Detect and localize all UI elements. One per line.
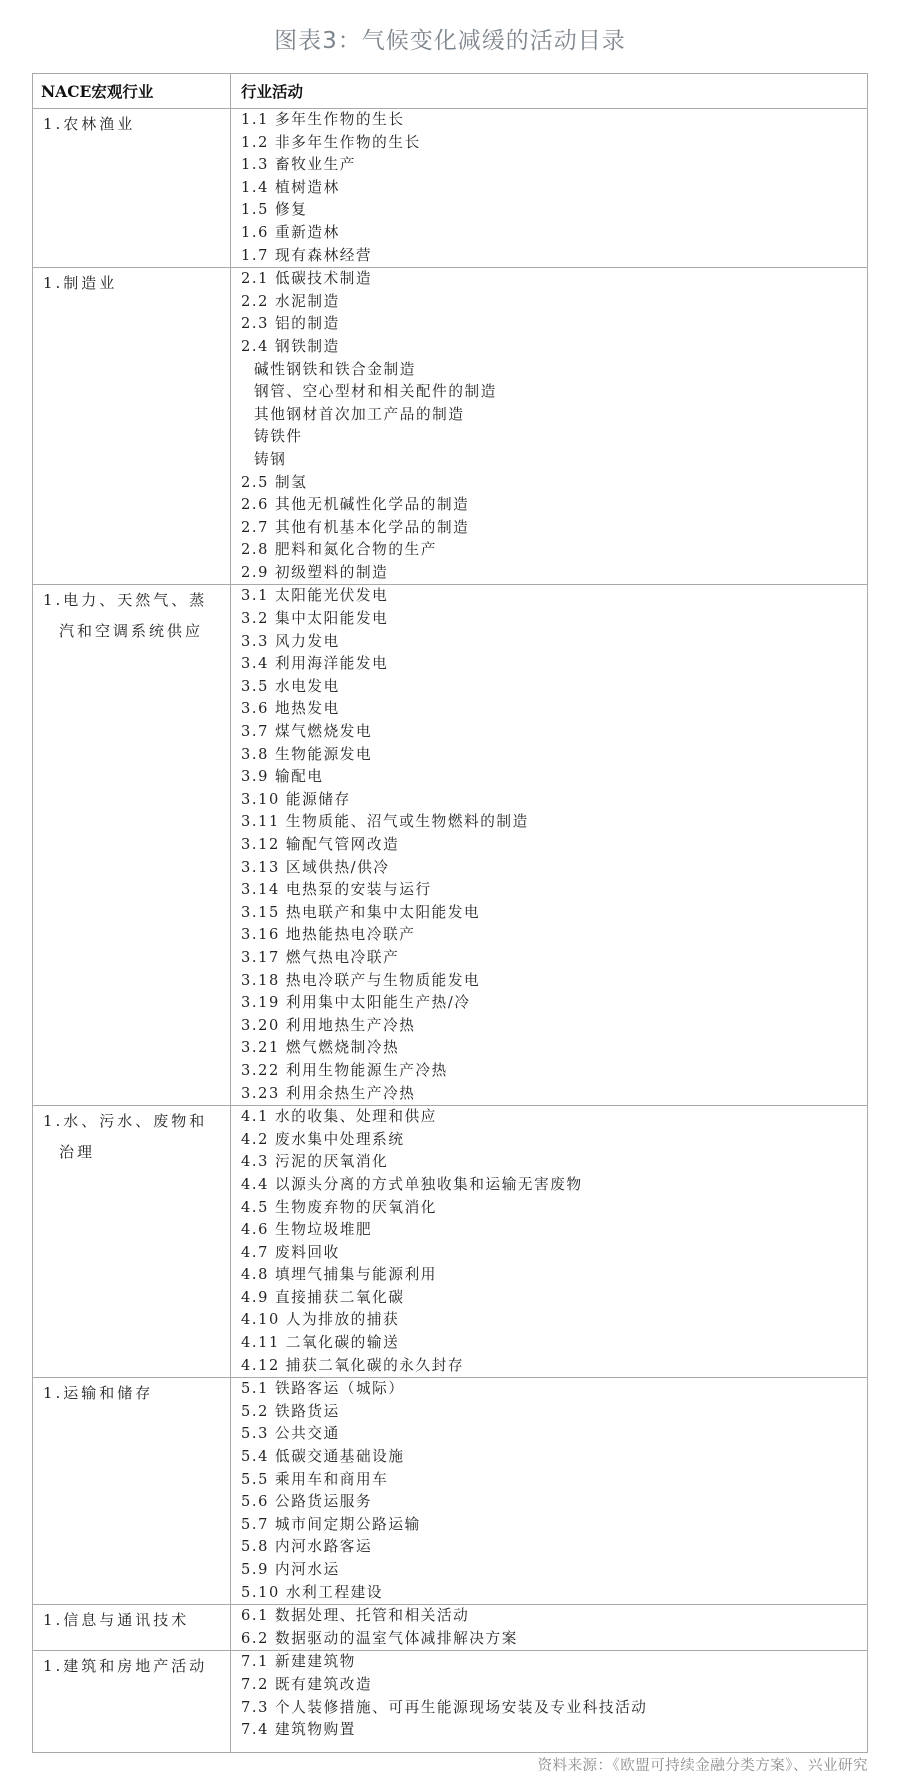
activity-label: 太阳能光伏发电 (275, 587, 389, 605)
activity-item (241, 676, 863, 699)
activities-cell (231, 1651, 868, 1752)
activity-item (241, 992, 863, 1015)
activity-code: 1.2 (241, 133, 270, 151)
activity-code: 3.20 (241, 1016, 280, 1034)
table-row (33, 1378, 868, 1605)
activity-label: 数据处理、托管和相关活动 (275, 1607, 470, 1625)
activity-code: 5.7 (241, 1515, 270, 1533)
activities-cell (231, 1378, 868, 1605)
activity-label: 个人装修措施、可再生能源现场安装及专业科技活动 (275, 1698, 648, 1716)
activity-code: 2.6 (241, 496, 270, 514)
activity-list (241, 1106, 863, 1377)
activity-label: 利用生物能源生产冷热 (285, 1061, 448, 1079)
activity-label: 输配电 (275, 768, 324, 786)
activity-label: 利用集中太阳能生产热/冷 (285, 994, 471, 1012)
activities-cell (231, 1106, 868, 1378)
activity-code: 7.3 (241, 1698, 270, 1716)
activity-label: 修复 (275, 201, 308, 219)
sector-cell (33, 585, 231, 1106)
activity-code: 3.13 (241, 858, 280, 876)
activity-item (241, 1219, 863, 1242)
table-header-row (33, 74, 868, 109)
activity-label: 生物能源发电 (275, 745, 373, 763)
activity-code: 3.14 (241, 881, 280, 899)
activity-label: 非多年生作物的生长 (275, 133, 421, 151)
activity-label: 二氧化碳的输送 (285, 1334, 400, 1352)
activity-label: 填埋气捕集与能源利用 (275, 1266, 437, 1284)
activity-code: 3.21 (241, 1039, 280, 1057)
activity-code: 1.3 (241, 156, 270, 174)
activity-item (241, 789, 863, 812)
sector-cell (33, 1651, 231, 1752)
activity-code: 4.5 (241, 1198, 270, 1216)
activity-label: 公共交通 (275, 1425, 340, 1443)
activity-code: 2.2 (241, 292, 270, 310)
activity-code: 1.4 (241, 178, 270, 196)
activity-item (241, 313, 863, 336)
activity-item (241, 1605, 863, 1628)
activity-code: 7.1 (241, 1653, 270, 1671)
activity-code: 2.5 (241, 473, 270, 491)
activity-item (241, 1309, 863, 1332)
activity-label: 植树造林 (275, 178, 340, 196)
activity-item (241, 381, 863, 404)
activity-code: 7.4 (241, 1721, 270, 1739)
activity-item (241, 585, 863, 608)
activity-item (241, 426, 863, 449)
activity-code: 5.1 (241, 1380, 270, 1398)
activity-item (241, 1469, 863, 1492)
activity-label: 污泥的厌氧消化 (275, 1153, 389, 1171)
activity-item (241, 879, 863, 902)
activity-item (241, 1197, 863, 1220)
activity-item (241, 1174, 863, 1197)
activity-label: 水利工程建设 (285, 1583, 384, 1601)
activity-label: 其他无机碱性化学品的制造 (275, 496, 470, 514)
activity-item (241, 902, 863, 925)
activity-item (241, 608, 863, 631)
activity-label: 多年生作物的生长 (275, 111, 405, 128)
activity-code: 2.1 (241, 270, 270, 288)
activity-label: 地热能热电冷联产 (285, 926, 416, 944)
activity-item (241, 766, 863, 789)
activity-code: 4.6 (241, 1221, 270, 1239)
activity-label: 热电冷联产与生物质能发电 (285, 971, 481, 989)
table-row (33, 1106, 868, 1378)
activity-label: 地热发电 (275, 700, 340, 718)
activity-code: 5.6 (241, 1493, 270, 1511)
activity-label: 风力发电 (275, 632, 340, 650)
activity-label: 电热泵的安装与运行 (285, 881, 432, 899)
activity-label: 其他钢材首次加工产品的制造 (254, 405, 465, 423)
activity-item (241, 924, 863, 947)
activity-label: 碱性钢铁和铁合金制造 (254, 360, 416, 378)
activity-code: 3.11 (241, 813, 280, 831)
activity-list (241, 1378, 863, 1604)
sector-label: 1.信息与通讯技术 (43, 1611, 190, 1630)
activity-label: 重新造林 (275, 223, 340, 241)
sector-cell (33, 1605, 231, 1651)
sector-cell (33, 268, 231, 585)
activity-label: 制氢 (275, 473, 308, 491)
activity-code: 3.2 (241, 610, 270, 628)
activity-item (241, 336, 863, 359)
column-header-activity: 行业活动 (231, 74, 868, 109)
activity-item (241, 1446, 863, 1469)
activity-code: 3.15 (241, 903, 280, 921)
table-row (33, 1651, 868, 1752)
activity-code: 3.23 (241, 1084, 280, 1102)
activity-item (241, 177, 863, 200)
activity-label: 水的收集、处理和供应 (275, 1108, 437, 1126)
activity-label: 铁路货运 (275, 1402, 340, 1420)
sector-label: 1.运输和储存 (43, 1384, 154, 1403)
activity-item (241, 562, 863, 585)
activity-list (241, 585, 863, 1105)
activity-item (241, 1536, 863, 1559)
sector-cell (33, 1106, 231, 1378)
activity-code: 2.4 (241, 337, 270, 355)
activity-label: 捕获二氧化碳的永久封存 (285, 1356, 465, 1374)
activity-item (241, 109, 863, 132)
activity-label: 钢管、空心型材和相关配件的制造 (254, 383, 497, 401)
activity-label: 钢铁制造 (275, 337, 340, 355)
activity-label: 现有森林经营 (275, 246, 373, 264)
activity-code: 4.10 (241, 1311, 280, 1329)
activity-code: 3.10 (241, 790, 280, 808)
activity-code: 3.1 (241, 587, 270, 605)
activity-code: 3.12 (241, 836, 280, 853)
activity-item (241, 291, 863, 314)
activity-label: 其他有机基本化学品的制造 (275, 518, 470, 536)
activity-label: 热电联产和集中太阳能发电 (285, 903, 481, 921)
activity-item (241, 1060, 863, 1083)
column-header-sector: NACE宏观行业 (33, 74, 231, 109)
activity-label: 生物废弃物的厌氧消化 (275, 1198, 437, 1216)
activity-label: 燃气热电冷联产 (285, 948, 400, 966)
activity-code: 5.2 (241, 1402, 270, 1420)
activity-item (241, 970, 863, 993)
activity-code: 3.5 (241, 677, 270, 695)
activity-item (241, 698, 863, 721)
activity-label: 输配气管网改造 (285, 836, 400, 853)
activity-code: 3.6 (241, 700, 270, 718)
activity-code: 3.16 (241, 926, 280, 944)
activity-code: 1.7 (241, 246, 270, 264)
activity-item (241, 744, 863, 767)
activity-label: 利用余热生产冷热 (285, 1084, 416, 1102)
activity-item (241, 1491, 863, 1514)
activity-code: 3.7 (241, 723, 270, 741)
activity-code: 4.12 (241, 1356, 280, 1374)
activity-item (241, 1401, 863, 1424)
activity-code: 4.3 (241, 1153, 270, 1171)
activity-label: 公路货运服务 (275, 1493, 373, 1511)
activity-code: 4.7 (241, 1243, 270, 1261)
activity-label: 新建建筑物 (275, 1653, 356, 1671)
activity-item (241, 517, 863, 540)
activity-code: 3.8 (241, 745, 270, 763)
sector-cell (33, 109, 231, 268)
activity-item (241, 1378, 863, 1401)
activity-code: 4.1 (241, 1108, 270, 1126)
activity-code: 3.9 (241, 768, 270, 786)
activity-code: 2.8 (241, 541, 270, 559)
activity-label: 燃气燃烧制冷热 (285, 1039, 400, 1057)
activity-item (241, 472, 863, 495)
activity-label: 内河水运 (275, 1561, 340, 1578)
activity-code: 4.4 (241, 1175, 270, 1193)
table-row (33, 585, 868, 1106)
activity-item (241, 1332, 863, 1355)
activity-code: 2.7 (241, 518, 270, 536)
activity-item (241, 1015, 863, 1038)
activity-code: 3.18 (241, 971, 280, 989)
activity-item (241, 1287, 863, 1310)
source-note: 资料来源：《欧盟可持续金融分类方案》、兴业研究 (537, 1758, 868, 1774)
activity-code: 4.9 (241, 1288, 270, 1306)
activity-code: 2.3 (241, 315, 270, 333)
activity-code: 3.22 (241, 1061, 280, 1079)
sector-label: 汽和空调系统供应 (59, 622, 204, 641)
sector-label: 1.电力、天然气、蒸 (43, 591, 208, 610)
activity-label: 低碳交通基础设施 (275, 1448, 405, 1466)
activity-label: 乘用车和商用车 (275, 1470, 389, 1488)
activity-label: 铁路客运（城际） (275, 1380, 405, 1398)
activity-list (241, 268, 863, 584)
activity-label: 废料回收 (275, 1243, 340, 1261)
activity-item (241, 449, 863, 472)
activity-item (241, 132, 863, 155)
activity-item (241, 494, 863, 517)
activity-item (241, 199, 863, 222)
activity-item (241, 1651, 863, 1674)
activity-item (241, 1355, 863, 1378)
activities-cell (231, 268, 868, 585)
sector-label: 1.农林渔业 (43, 115, 136, 133)
activity-code: 1.5 (241, 201, 270, 219)
activity-label: 城市间定期公路运输 (275, 1515, 421, 1533)
activity-item (241, 834, 863, 857)
activity-label: 低碳技术制造 (275, 270, 373, 288)
activity-item (241, 1106, 863, 1129)
figure-title: 图表3：气候变化减缓的活动目录 (274, 28, 626, 54)
activity-item (241, 1582, 863, 1605)
activity-code: 3.4 (241, 655, 270, 673)
activity-code: 5.8 (241, 1538, 270, 1556)
activity-item (241, 1129, 863, 1152)
activity-code: 3.17 (241, 948, 280, 966)
activity-label: 利用海洋能发电 (275, 655, 389, 673)
activity-item (241, 222, 863, 245)
table-row (33, 1605, 868, 1651)
activity-label: 铝的制造 (275, 315, 340, 333)
activity-list (241, 1605, 863, 1650)
activity-item (241, 1719, 863, 1742)
activity-label: 既有建筑改造 (275, 1675, 373, 1693)
activity-label: 能源储存 (285, 790, 351, 808)
activity-code: 6.1 (241, 1607, 270, 1625)
activity-label: 废水集中处理系统 (275, 1130, 405, 1148)
activity-item (241, 1423, 863, 1446)
activity-code: 5.5 (241, 1470, 270, 1488)
activity-label: 集中太阳能发电 (275, 610, 389, 628)
activity-code: 5.3 (241, 1425, 270, 1443)
activity-item (241, 653, 863, 676)
activity-label: 区域供热/供冷 (285, 858, 390, 876)
sector-cell (33, 1378, 231, 1605)
activity-item (241, 404, 863, 427)
activity-item (241, 1559, 863, 1582)
sector-label: 治理 (59, 1143, 96, 1162)
table-row (33, 109, 868, 268)
activity-label: 生物垃圾堆肥 (275, 1221, 373, 1239)
activity-code: 1.1 (241, 111, 270, 128)
activity-item (241, 811, 863, 834)
activity-label: 铸铁件 (254, 428, 303, 446)
activity-code: 3.3 (241, 632, 270, 650)
activity-item (241, 1037, 863, 1060)
activity-item (241, 947, 863, 970)
activity-label: 以源头分离的方式单独收集和运输无害废物 (275, 1175, 583, 1193)
activity-item (241, 1264, 863, 1287)
activity-label: 畜牧业生产 (275, 156, 356, 174)
activity-item (241, 1242, 863, 1265)
activity-label: 水泥制造 (275, 292, 340, 310)
activity-list (241, 109, 863, 267)
activity-code: 6.2 (241, 1629, 270, 1647)
activity-item (241, 268, 863, 291)
activity-item (241, 245, 863, 268)
activity-item (241, 1628, 863, 1651)
activity-label: 人为排放的捕获 (285, 1311, 400, 1329)
activity-code: 4.8 (241, 1266, 270, 1284)
activity-label: 内河水路客运 (275, 1538, 373, 1556)
activities-cell (231, 109, 868, 268)
activity-code: 7.2 (241, 1675, 270, 1693)
activity-label: 数据驱动的温室气体减排解决方案 (275, 1629, 518, 1647)
activity-code: 5.9 (241, 1561, 270, 1578)
activity-catalog-table (32, 73, 868, 1753)
activity-item (241, 857, 863, 880)
activity-label: 利用地热生产冷热 (285, 1016, 416, 1034)
activity-item (241, 1674, 863, 1697)
cell-padding (241, 1742, 863, 1752)
activity-label: 建筑物购置 (275, 1721, 356, 1739)
activity-code: 1.6 (241, 223, 270, 241)
activity-label: 肥料和氮化合物的生产 (275, 541, 437, 559)
activities-cell (231, 1605, 868, 1651)
table-row (33, 268, 868, 585)
activity-code: 5.10 (241, 1583, 280, 1601)
activity-code: 3.19 (241, 994, 280, 1012)
activity-label: 初级塑料的制造 (275, 563, 389, 581)
activity-item (241, 1697, 863, 1720)
activity-item (241, 1151, 863, 1174)
activity-item (241, 539, 863, 562)
table-body (33, 109, 868, 1753)
activity-item (241, 1514, 863, 1537)
activity-item (241, 631, 863, 654)
sector-label: 1.制造业 (43, 274, 118, 293)
activity-code: 2.9 (241, 563, 270, 581)
activity-label: 水电发电 (275, 677, 340, 695)
activity-label: 铸钢 (254, 450, 287, 468)
activity-label: 煤气燃烧发电 (275, 723, 373, 741)
sector-label: 1.建筑和房地产活动 (43, 1657, 208, 1676)
activity-label: 生物质能、沼气或生物燃料的制造 (285, 813, 529, 831)
activity-item (241, 154, 863, 177)
activity-label: 直接捕获二氧化碳 (275, 1288, 405, 1306)
activity-code: 4.2 (241, 1130, 270, 1148)
activity-item (241, 359, 863, 382)
activity-code: 4.11 (241, 1334, 280, 1352)
activities-cell (231, 585, 868, 1106)
activity-list (241, 1651, 863, 1741)
sector-label: 1.水、污水、废物和 (43, 1112, 208, 1131)
activity-code: 5.4 (241, 1448, 270, 1466)
activity-item (241, 721, 863, 744)
activity-item (241, 1083, 863, 1106)
